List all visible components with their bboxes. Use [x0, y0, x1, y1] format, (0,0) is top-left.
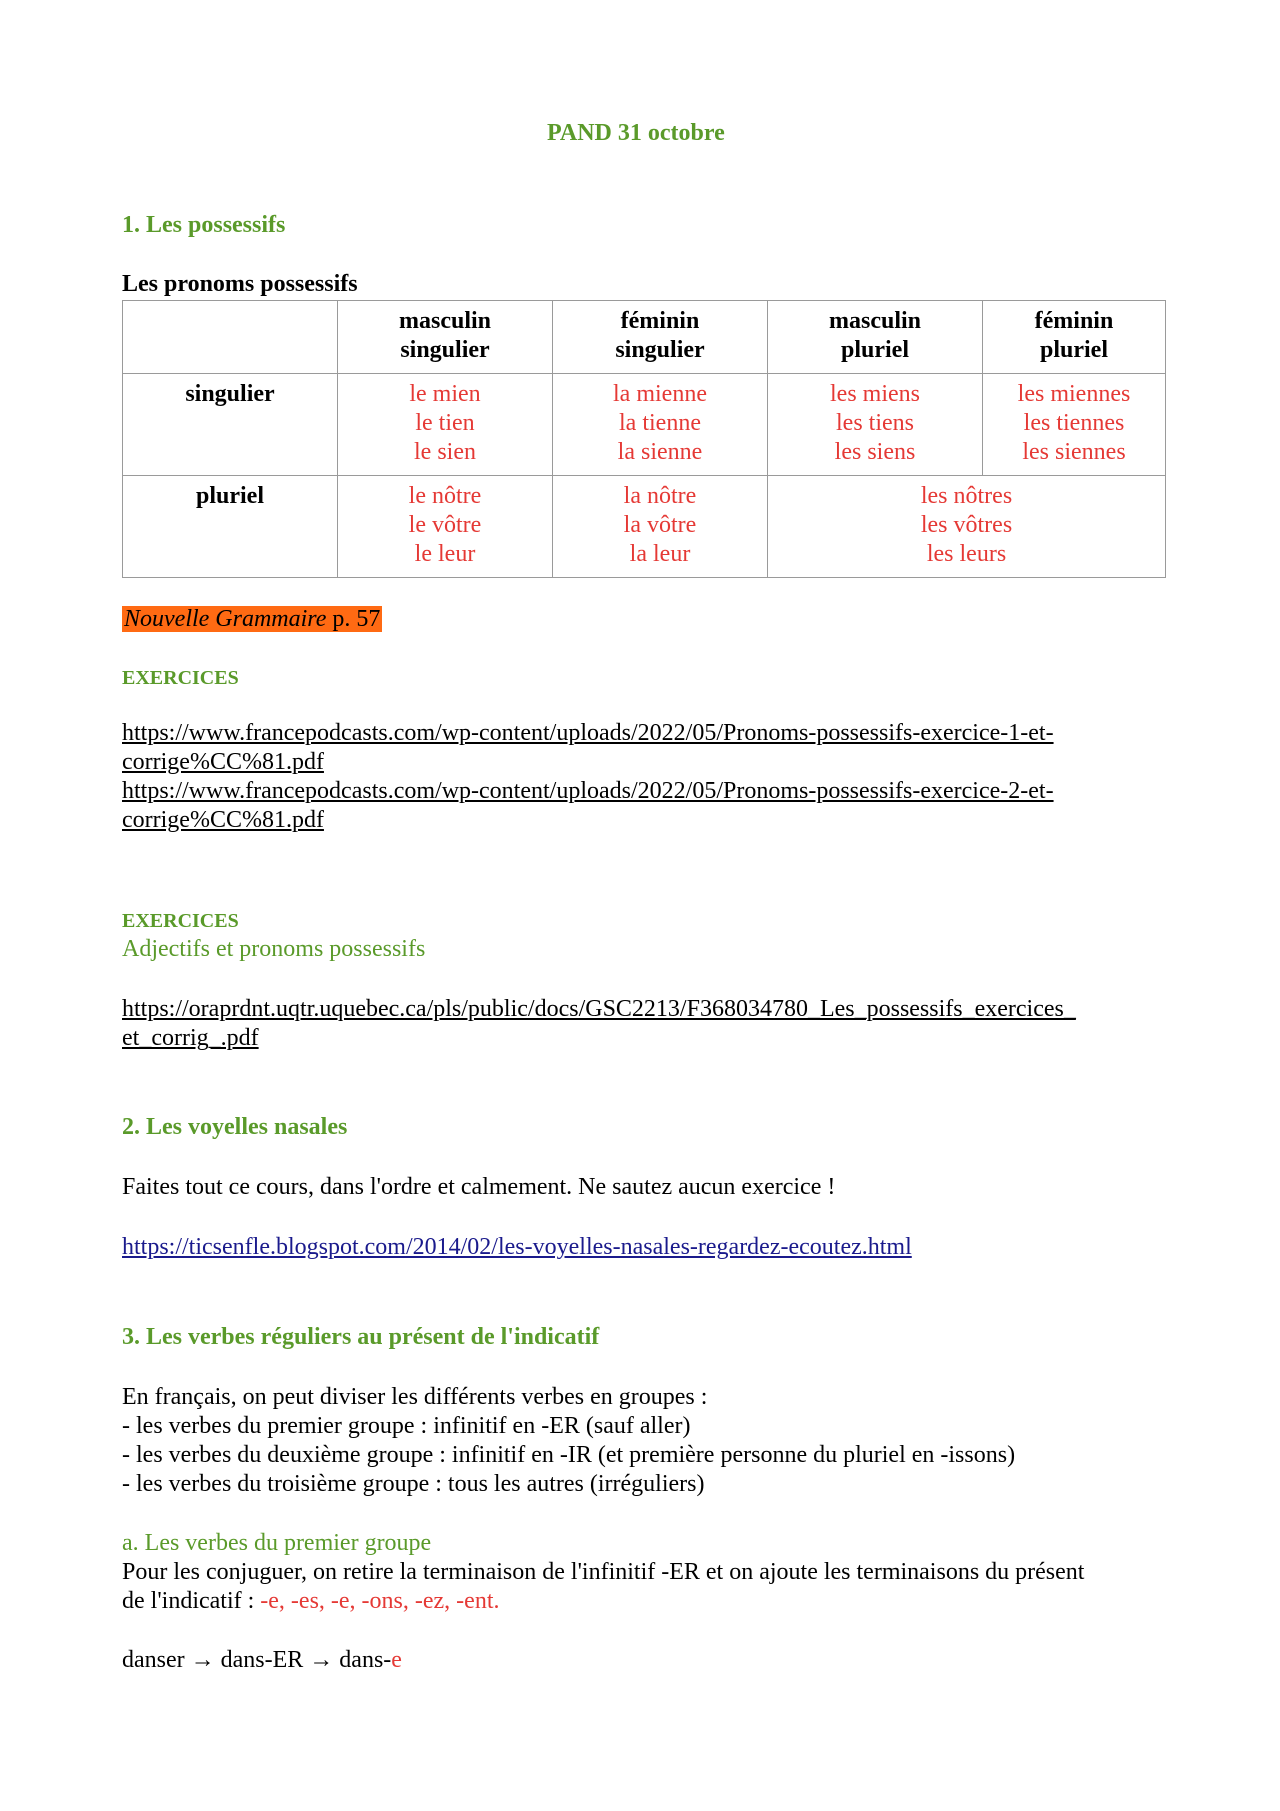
table-header-row — [123, 301, 1166, 374]
header-line: masculin — [828, 308, 921, 334]
pronoun: les miens — [830, 381, 920, 407]
header-line: singulier — [400, 337, 490, 363]
exercises-label: EXERCICES — [122, 667, 239, 689]
pronoun: la sienne — [617, 439, 703, 465]
pronoun: le vôtre — [408, 512, 482, 538]
pronoun: les tiennes — [1023, 410, 1125, 436]
subsection-a-heading: a. Les verbes du premier groupe — [122, 1530, 432, 1556]
pronoun: les nôtres — [920, 483, 1013, 509]
rule-text: de l'indicatif : — [122, 1588, 261, 1614]
pronoun: les siennes — [1022, 439, 1126, 465]
pronoun: les leurs — [926, 541, 1007, 567]
pronoun: le nôtre — [408, 483, 482, 509]
present-endings: -e, -es, -e, -ons, -ez, -ent. — [260, 1588, 500, 1614]
highlighted-reference — [122, 606, 382, 632]
header-feminin-singulier — [553, 301, 768, 374]
verb-group-item: - les verbes du premier groupe : infinitif en -ER (sauf aller) — [122, 1413, 691, 1439]
conjugation-rule-line-2 — [122, 1588, 500, 1615]
section-2-heading: 2. Les voyelles nasales — [122, 1114, 348, 1140]
conjugation-example — [122, 1647, 402, 1674]
exercise-link-3-line-1[interactable]: https://oraprdnt.uqtr.uquebec.ca/pls/public/docs/GSC2213/F368034780_Les_possessifs_exercices_ — [122, 996, 1076, 1022]
pronoun: la vôtre — [623, 512, 697, 538]
header-line: pluriel — [1039, 337, 1108, 363]
table-cell — [553, 476, 768, 578]
row-label-singulier: singulier — [123, 374, 338, 476]
header-feminin-pluriel — [983, 301, 1166, 374]
pronoun: les vôtres — [920, 512, 1013, 538]
nasal-vowels-link[interactable]: https://ticsenfle.blogspot.com/2014/02/les-voyelles-nasales-regardez-ecoutez.html — [122, 1234, 912, 1260]
header-line: féminin — [1034, 308, 1114, 334]
pronoun: la nôtre — [623, 483, 697, 509]
exercise-link-3-line-2[interactable]: et_corrig_.pdf — [122, 1025, 259, 1051]
exercise-link-2-line-2[interactable]: corrige%CC%81.pdf — [122, 807, 324, 833]
table-row-singulier — [123, 374, 1166, 476]
section-1-heading: 1. Les possessifs — [122, 212, 286, 238]
table-cell — [553, 374, 768, 476]
pronoun: la mienne — [613, 381, 707, 407]
pronoun: les miennes — [1017, 381, 1131, 407]
table-cell — [338, 374, 553, 476]
verb-group-item: - les verbes du troisième groupe : tous les autres (irréguliers) — [122, 1471, 705, 1497]
book-page: p. 57 — [326, 606, 381, 632]
table-cell — [768, 374, 983, 476]
header-line: singulier — [615, 337, 705, 363]
nasal-vowels-instruction: Faites tout ce cours, dans l'ordre et calmement. Ne sautez aucun exercice ! — [122, 1174, 836, 1200]
conjugation-rule-line-1: Pour les conjuguer, on retire la terminaison de l'infinitif -ER et on ajoute les terminaisons du présent — [122, 1559, 1085, 1585]
exercise-link-2-line-1[interactable]: https://www.francepodcasts.com/wp-content/uploads/2022/05/Pronoms-possessifs-exercice-2-et- — [122, 778, 1054, 804]
page-title: PAND 31 octobre — [547, 120, 725, 146]
pronoun: les siens — [834, 439, 916, 465]
row-label-pluriel: pluriel — [123, 476, 338, 578]
pronoun: le leur — [414, 541, 476, 567]
example-stem: danser → dans-ER → dans- — [122, 1647, 392, 1673]
header-masculin-singulier — [338, 301, 553, 374]
header-line: pluriel — [840, 337, 909, 363]
pronoun: la leur — [629, 541, 691, 567]
table-caption: Les pronoms possessifs — [122, 271, 358, 297]
pronoun: le mien — [409, 381, 481, 407]
verb-groups-intro: En français, on peut diviser les différents verbes en groupes : — [122, 1384, 708, 1410]
verb-group-item: - les verbes du deuxième groupe : infinitif en -IR (et première personne du pluriel en -issons) — [122, 1442, 1016, 1468]
pronoun: la tienne — [619, 410, 701, 436]
table-row-pluriel — [123, 476, 1166, 578]
section-3-heading: 3. Les verbes réguliers au présent de l'indicatif — [122, 1324, 600, 1350]
header-line: féminin — [620, 308, 700, 334]
exercise-link-1-line-2[interactable]: corrige%CC%81.pdf — [122, 749, 324, 775]
pronoun: le sien — [414, 439, 476, 465]
exercise-link-1-line-1[interactable]: https://www.francepodcasts.com/wp-content/uploads/2022/05/Pronoms-possessifs-exercice-1-et- — [122, 720, 1054, 746]
exercises-subtitle: Adjectifs et pronoms possessifs — [122, 936, 426, 962]
table-corner-cell — [123, 301, 338, 374]
header-line: masculin — [398, 308, 491, 334]
table-cell-merged — [768, 476, 1166, 578]
book-title: Nouvelle Grammaire — [124, 606, 327, 632]
table-cell — [338, 476, 553, 578]
header-masculin-pluriel — [768, 301, 983, 374]
pronoun: les tiens — [836, 410, 914, 436]
table-cell — [983, 374, 1166, 476]
pronoun: le tien — [415, 410, 475, 436]
exercises-label: EXERCICES — [122, 910, 239, 932]
grammar-reference — [122, 606, 382, 633]
possessive-pronouns-table — [122, 300, 1166, 578]
example-ending: e — [391, 1647, 402, 1673]
